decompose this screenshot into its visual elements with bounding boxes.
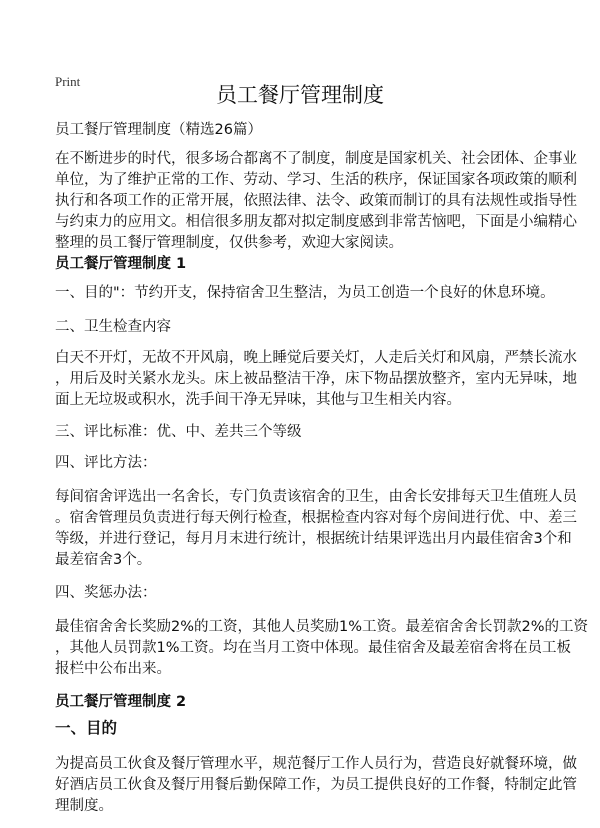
paragraph-line: 。宿舍管理员负责进行每天例行检查，根据检查内容对每个房间进行优、中、差三	[55, 510, 577, 526]
paragraph-line: 单位，为了维护正常的工作、劳动、学习、生活的秩序，保证国家各项政策的顺利	[55, 172, 577, 188]
section-heading-2: 员工餐厅管理制度 2	[55, 694, 187, 710]
paragraph-line: 执行和各项工作的正常开展，依照法律、法令、政策而制订的具有法规性或指导性	[55, 193, 577, 209]
paragraph-line: 与约束力的应用文。相信很多朋友都对拟定制度感到非常苦恼吧，下面是小编精心	[55, 214, 577, 230]
reward-paragraph	[55, 617, 589, 680]
paragraph-line: 最差宿舍3个。	[55, 552, 152, 568]
paragraph-line: ，用后及时关紧水龙头。床上被品整洁干净，床下物品摆放整齐，室内无异味，地	[55, 371, 577, 387]
paragraph-line: 白天不开灯，无故不开风扇，晚上睡觉后要关灯，人走后关灯和风扇，严禁长流水	[55, 350, 577, 366]
item-heading: 四、评比方法：	[55, 455, 157, 471]
method-paragraph	[55, 487, 577, 571]
purpose-text: 一、目的"：节约开支，保持宿舍卫生整洁，为员工创造一个良好的休息环境。	[55, 285, 555, 301]
paragraph-line: 面上无垃圾或积水，洗手间干净无异味，其他与卫生相关内容。	[55, 392, 461, 408]
paragraph-line: 在不断进步的时代，很多场合都离不了制度，制度是国家机关、社会团体、企事业	[55, 151, 577, 167]
hygiene-paragraph	[55, 348, 577, 411]
page-title: 员工餐厅管理制度	[216, 83, 384, 107]
item-heading: 二、卫生检查内容	[55, 319, 171, 335]
paragraph-line: 最佳宿舍舍长奖励2%的工资，其他人员奖励1%工资。最差宿舍舍长罚款2%的工资	[55, 619, 589, 635]
purpose-paragraph	[55, 754, 577, 817]
item-heading: 三、评比标准：优、中、差共三个等级	[55, 424, 302, 440]
paragraph-line: 好酒店员工伙食及餐厅用餐后勤保障工作，为员工提供良好的工作餐，特制定此管	[55, 777, 577, 793]
paragraph-line: 理制度。	[55, 798, 113, 814]
item-heading: 一、目的	[55, 719, 118, 737]
paragraph-line: 为提高员工伙食及餐厅管理水平，规范餐厅工作人员行为，营造良好就餐环境，做	[55, 756, 577, 772]
item-heading: 四、奖惩办法：	[55, 585, 157, 601]
print-link[interactable]: Print	[55, 74, 81, 89]
paragraph-line: ，其他人员罚款1%工资。均在当月工资中体现。最佳宿舍及最差宿舍将在员工板	[55, 640, 572, 656]
subtitle: 员工餐厅管理制度（精选26篇）	[55, 122, 262, 138]
paragraph-line: 整理的员工餐厅管理制度，仅供参考，欢迎大家阅读。	[55, 235, 403, 251]
paragraph-line: 每间宿舍评选出一名舍长，专门负责该宿舍的卫生，由舍长安排每天卫生值班人员	[55, 489, 577, 505]
intro-paragraph	[55, 149, 577, 254]
paragraph-line: 等级，并进行登记，每月月末进行统计，根据统计结果评选出月内最佳宿舍3个和	[55, 531, 572, 547]
paragraph-line: 报栏中公布出来。	[55, 661, 171, 677]
section-heading-1: 员工餐厅管理制度 1	[55, 256, 187, 272]
